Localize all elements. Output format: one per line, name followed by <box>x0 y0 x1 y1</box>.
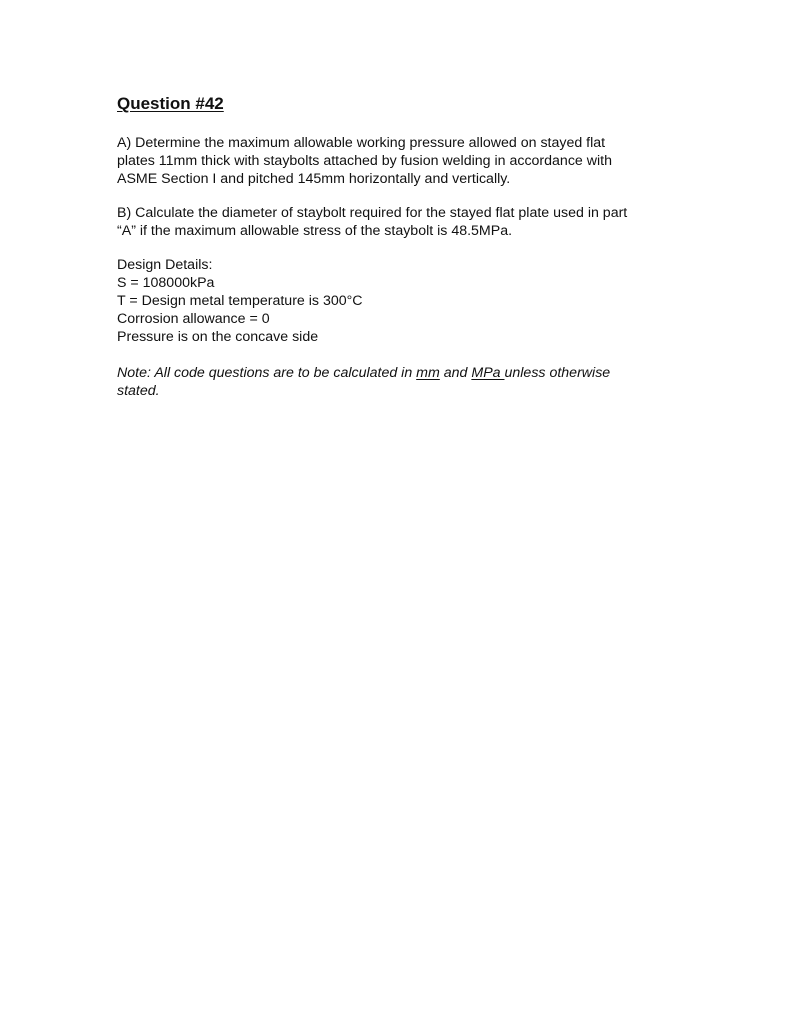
note-line-1 <box>117 364 717 382</box>
note-unit-mm: mm <box>416 365 440 381</box>
part-a-paragraph <box>117 134 717 188</box>
note-paragraph <box>117 364 717 400</box>
design-detail-item: Corrosion allowance = 0 <box>117 311 270 327</box>
document-content <box>117 94 717 400</box>
design-detail-item: Pressure is on the concave side <box>117 329 319 345</box>
note-and: and <box>439 365 472 381</box>
design-details <box>117 256 717 346</box>
note-line-2: stated. <box>117 383 160 399</box>
part-a-line: ASME Section I and pitched 145mm horizontally and vertically. <box>117 171 511 187</box>
part-a-line: plates 11mm thick with staybolts attached by fusion welding in accordance with <box>117 153 612 169</box>
part-b-line: B) Calculate the diameter of staybolt required for the stayed flat plate used in part <box>117 205 628 221</box>
part-a-line: A) Determine the maximum allowable working pressure allowed on stayed flat <box>117 135 606 151</box>
note-suffix: unless otherwise <box>504 365 611 381</box>
note-prefix: Note: All code questions are to be calculated in <box>117 365 417 381</box>
part-b-paragraph <box>117 204 717 240</box>
part-b-line: “A” if the maximum allowable stress of the staybolt is 48.5MPa. <box>117 223 513 239</box>
design-detail-item: S = 108000kPa <box>117 275 215 291</box>
question-title: Question #42 <box>117 94 224 113</box>
design-detail-item: T = Design metal temperature is 300°C <box>117 293 363 309</box>
design-details-heading: Design Details: <box>117 257 213 273</box>
note-unit-mpa: MPa <box>471 365 505 381</box>
